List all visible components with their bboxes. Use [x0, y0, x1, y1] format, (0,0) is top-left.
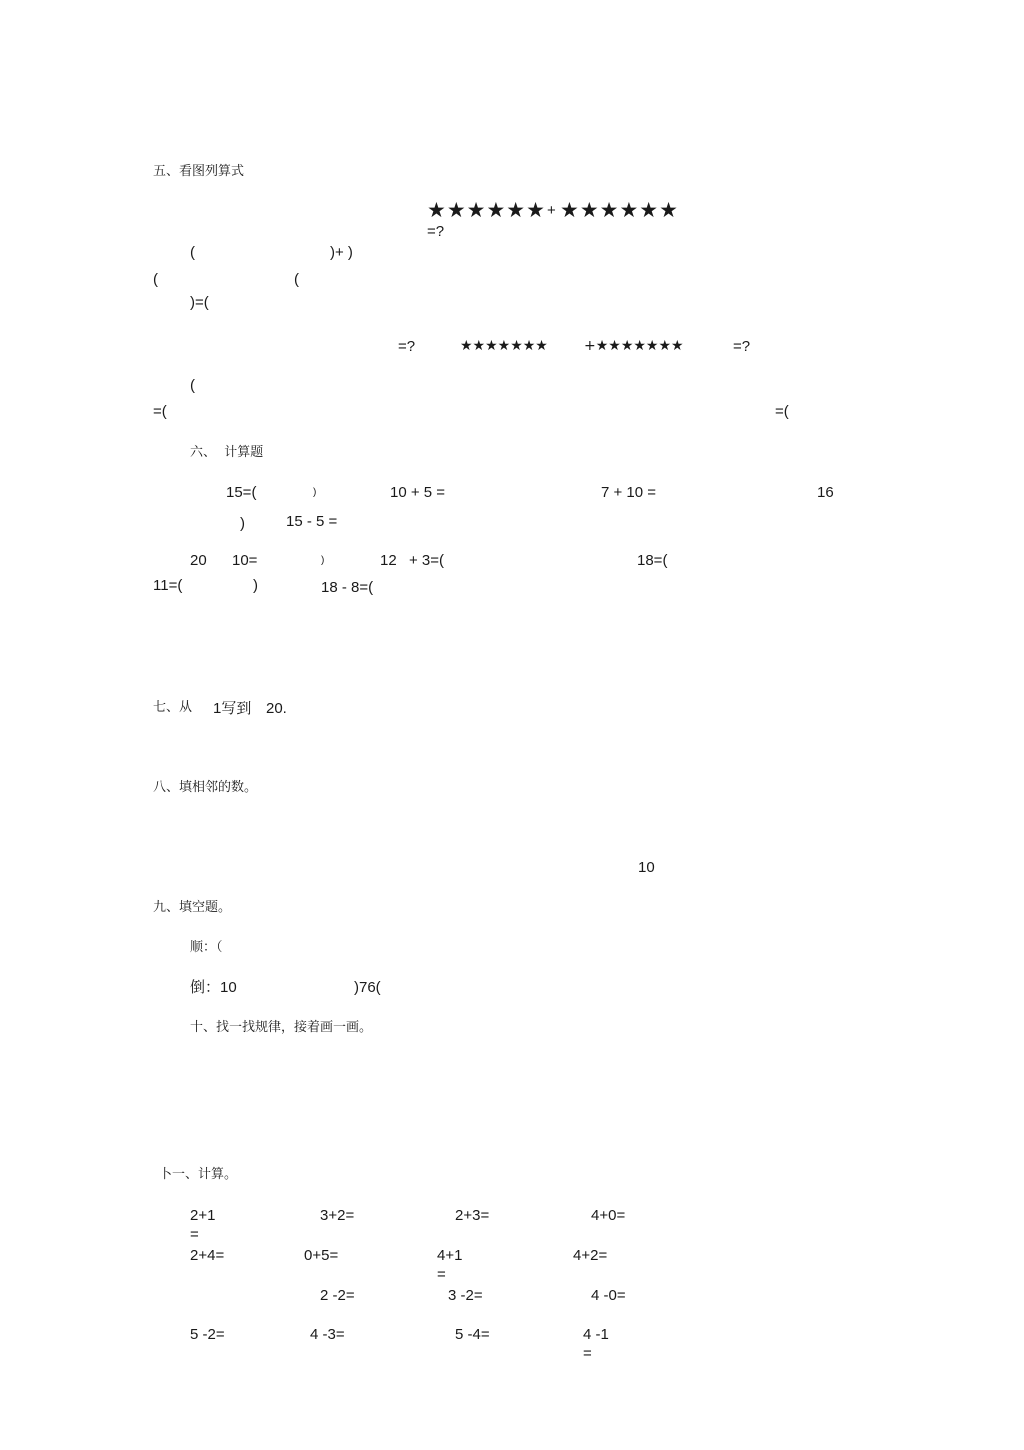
calc-6-r4-b: 18 - 8=( — [321, 579, 374, 596]
calc-11-r4-c3: 5 -4= — [455, 1326, 490, 1343]
calc-6-r2-a: 15 - 5 = — [286, 513, 338, 530]
section-9-dao-tail: )76( — [354, 979, 381, 996]
section-10-title: 十、找一找规律，接着画一画。 — [190, 1020, 373, 1035]
calc-11-r1-c4: 4+0= — [591, 1207, 626, 1224]
calc-6-r3-c: 18=( — [637, 552, 668, 569]
calc-6-r1-d: 16 — [817, 484, 834, 501]
stars-row-right: +★★★★★★★ — [584, 338, 684, 354]
calc-11-r2-c3-eq: = — [437, 1266, 446, 1283]
section-8-title: 八、填相邻的数。 — [153, 780, 258, 795]
section-9-dao: 倒：10 — [190, 979, 237, 996]
section-9-shun: 顺：（ — [190, 940, 223, 955]
paren-open-2: ( — [153, 271, 158, 288]
calc-11-r1-c1: 2+1 — [190, 1207, 216, 1224]
calc-6-r3-b2: + 3=( — [409, 552, 445, 569]
section-7-title: 七、从 — [153, 700, 193, 715]
calc-11-r1-c3: 2+3= — [455, 1207, 490, 1224]
calc-11-r2-c4: 4+2= — [573, 1247, 608, 1264]
calc-6-r3-a1: 20 — [190, 552, 207, 569]
calc-11-r3-c2: 2 -2= — [320, 1287, 355, 1304]
equals-question-3: =? — [733, 338, 751, 355]
calc-6-r1-c: 7 + 10 = — [601, 484, 657, 501]
calc-6-r1-a: 15=( — [226, 484, 257, 501]
equals-question-2: =? — [398, 338, 416, 355]
calc-11-r4-c4: 4 -1 — [583, 1326, 609, 1343]
calc-11-r2-c3: 4+1 — [437, 1247, 463, 1264]
stars-group-left: ★★★★★★ — [427, 198, 546, 222]
paren-open-4: ( — [190, 377, 195, 394]
section-8-value: 10 — [638, 859, 655, 876]
calc-11-r3-c3: 3 -2= — [448, 1287, 483, 1304]
calc-11-r1-c1-eq: = — [190, 1226, 199, 1243]
calc-6-r3-a-close: ) — [321, 555, 325, 566]
paren-plus: )+ ) — [330, 244, 353, 261]
section-9-title: 九、填空题。 — [153, 900, 232, 915]
plus-sign: + — [547, 202, 556, 219]
calc-11-r3-c4: 4 -0= — [591, 1287, 626, 1304]
calc-11-r4-c2: 4 -3= — [310, 1326, 345, 1343]
paren-open-1: ( — [190, 244, 195, 261]
calc-6-r1-b: 10 + 5 = — [390, 484, 446, 501]
calc-6-r1-a-close: ) — [313, 487, 317, 498]
calc-6-r4-a: 11=( — [153, 577, 183, 594]
section-11-title: 卜一、计算。 — [159, 1167, 238, 1182]
stars-group-right: ★★★★★★ — [560, 198, 679, 222]
calc-11-r1-c2: 3+2= — [320, 1207, 355, 1224]
section-7-from: 1写到 — [213, 700, 252, 717]
equals-paren-left: =( — [153, 403, 167, 420]
stars-row-left: ★★★★★★★ — [460, 338, 548, 354]
equals-question-1: =? — [427, 223, 445, 240]
calc-11-r2-c2: 0+5= — [304, 1247, 339, 1264]
calc-11-r4-c1: 5 -2= — [190, 1326, 225, 1343]
equals-paren-right: =( — [775, 403, 789, 420]
section-7-to: 20. — [266, 700, 287, 717]
section-6-title: 六、 计算题 — [190, 445, 264, 460]
calc-6-r2-close: ) — [240, 515, 245, 532]
calc-11-r2-c1: 2+4= — [190, 1247, 225, 1264]
section-5-title: 五、看图列算式 — [153, 164, 245, 179]
calc-6-r4-a-close: ) — [253, 577, 258, 594]
paren-equals: )=( — [190, 294, 209, 311]
calc-6-r3-b1: 12 — [380, 552, 397, 569]
paren-open-3: ( — [294, 271, 299, 288]
calc-11-r4-c4-eq: = — [583, 1345, 592, 1362]
calc-6-r3-a2: 10= — [232, 552, 258, 569]
